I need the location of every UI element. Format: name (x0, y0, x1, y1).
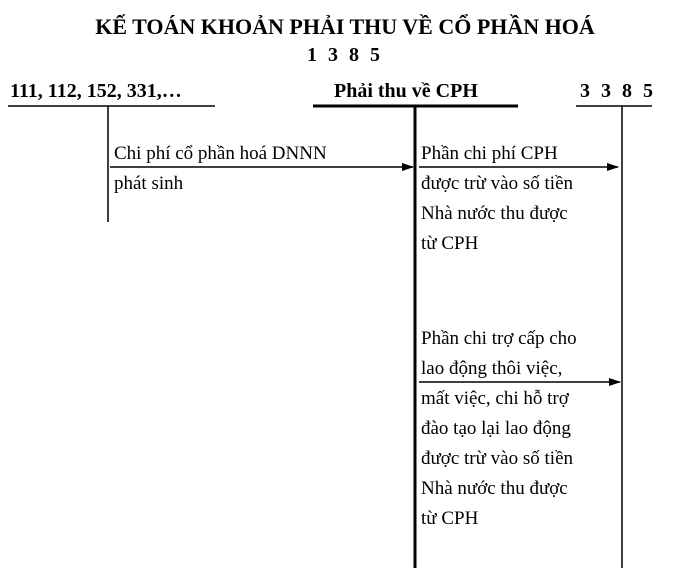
entry-line: Phần chi phí CPH (421, 143, 558, 164)
entry-line: Nhà nước thu được (421, 203, 568, 224)
entry-line: lao động thôi việc, (421, 358, 563, 379)
diagram-account-number: 1 3 8 5 (307, 44, 383, 66)
entry-line: mất việc, chi hỗ trợ (421, 388, 569, 409)
entry-line: Phần chi trợ cấp cho (421, 328, 577, 349)
entry-line: từ CPH (421, 508, 479, 529)
entry-line: đào tạo lại lao động (421, 418, 571, 439)
entry-line: được trừ vào số tiền (421, 173, 573, 194)
account-label-3385: 3 3 8 5 (580, 80, 656, 102)
entry-severance-deducted (421, 324, 577, 534)
entry-line: Chi phí cổ phần hoá DNNN (114, 143, 327, 164)
account-label-receivable-equitization: Phải thu về CPH (334, 80, 478, 102)
entry-line: phát sinh (114, 173, 184, 194)
entry-line: Nhà nước thu được (421, 478, 568, 499)
entry-cost-incurred (114, 139, 327, 199)
entry-cost-deducted (421, 139, 573, 259)
diagram-title: KẾ TOÁN KHOẢN PHẢI THU VỀ CỔ PHẦN HOÁ (95, 14, 595, 39)
entry-line: từ CPH (421, 233, 479, 254)
entry-line: được trừ vào số tiền (421, 448, 573, 469)
account-label-cash-group: 111, 112, 152, 331,… (10, 80, 182, 102)
